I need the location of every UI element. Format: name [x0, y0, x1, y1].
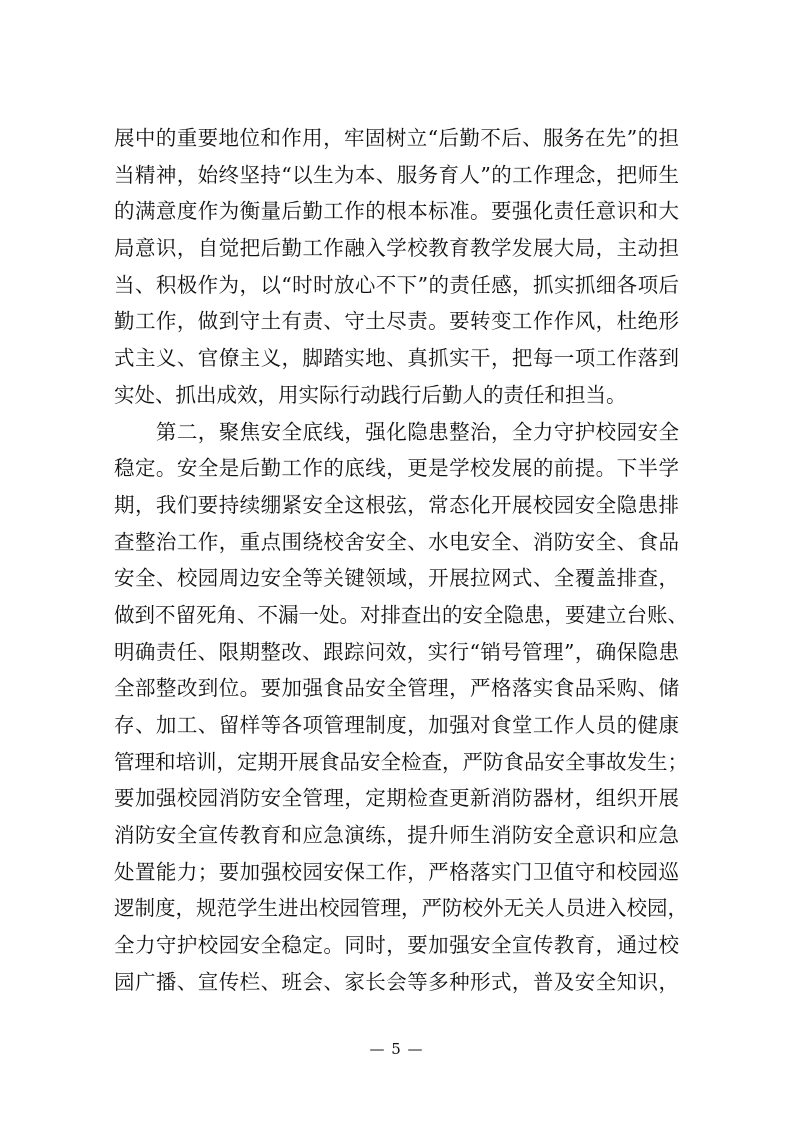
text-line: 存、加工、留样等各项管理制度，加强对食堂工作人员的健康	[114, 713, 679, 737]
text-line: 实处、抓出成效，用实际行动践行后勤人的责任和担当。	[114, 382, 627, 407]
page-number: — 5 —	[369, 1040, 424, 1058]
text-line: 稳定。安全是后勤工作的底线，更是学校发展的前提。下半学	[114, 456, 679, 481]
text-line: 安全、校园周边安全等关键领域，开展拉网式、全覆盖排查，	[114, 566, 679, 591]
text-line: 的满意度作为衡量后勤工作的根本标准。要强化责任意识和大	[114, 199, 679, 224]
text-line: 消防安全宣传教育和应急演练，提升师生消防安全意识和应急	[114, 823, 679, 848]
body-text	[114, 120, 688, 1001]
text-line: 处置能力；要加强校园安保工作，严格落实门卫值守和校园巡	[114, 859, 679, 884]
text-line: 展中的重要地位和作用，牢固树立“后勤不后、服务在先”的担	[114, 126, 679, 150]
text-line: 明确责任、限期整改、跟踪问效，实行“销号管理”，确保隐患	[114, 639, 679, 664]
text-line: 第二，聚焦安全底线，强化隐患整治，全力守护校园安全	[114, 419, 679, 444]
text-line: 查整治工作，重点围绕校舍安全、水电安全、消防安全、食品	[114, 529, 679, 554]
text-line: 做到不留死角、不漏一处。对排查出的安全隐患，要建立台账、	[114, 602, 688, 627]
text-line: 式主义、官僚主义，脚踏实地、真抓实干，把每一项工作落到	[114, 346, 679, 371]
text-line: 当精神，始终坚持“以生为本、服务育人”的工作理念，把师生	[114, 162, 679, 187]
text-line: 当、积极作为，以“时时放心不下”的责任感，抓实抓细各项后	[114, 272, 679, 297]
text-line: 全部整改到位。要加强食品安全管理，严格落实食品采购、储	[114, 676, 679, 701]
text-line: 逻制度，规范学生进出校园管理，严防校外无关人员进入校园，	[114, 896, 688, 921]
text-line: 勤工作，做到守土有责、守土尽责。要转变工作作风，杜绝形	[114, 309, 679, 334]
text-line: 管理和培训，定期开展食品安全检查，严防食品安全事故发生；	[114, 749, 688, 774]
text-line: 全力守护校园安全稳定。同时，要加强安全宣传教育，通过校	[114, 933, 679, 958]
text-line: 期，我们要持续绷紧安全这根弦，常态化开展校园安全隐患排	[114, 492, 679, 517]
text-line: 园广播、宣传栏、班会、家长会等多种形式，普及安全知识，	[114, 969, 679, 994]
text-line: 要加强校园消防安全管理，定期检查更新消防器材，组织开展	[114, 786, 679, 811]
text-line: 局意识，自觉把后勤工作融入学校教育教学发展大局，主动担	[114, 236, 679, 261]
